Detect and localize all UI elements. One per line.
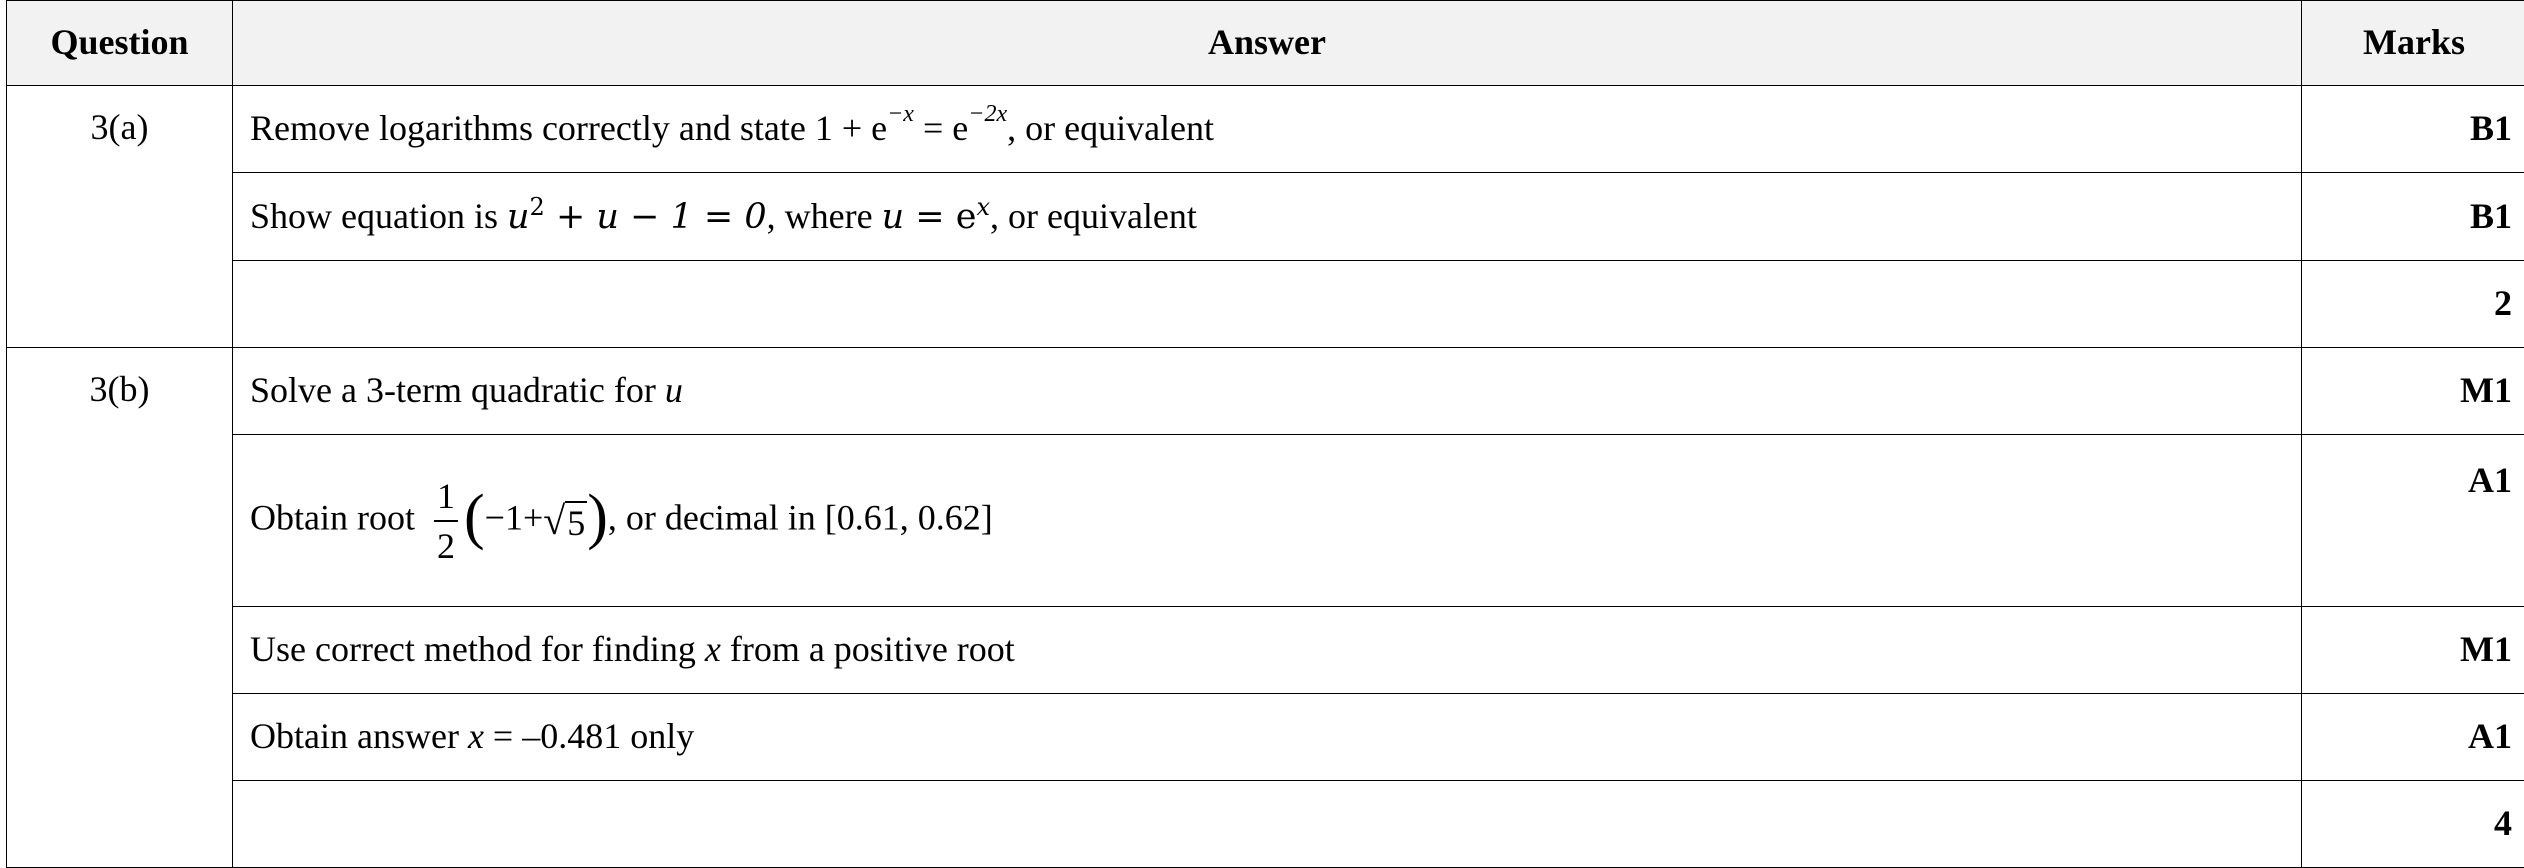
fraction-one-half: $\frac{1}{2}$ bbox=[434, 478, 458, 564]
answer-cell bbox=[233, 607, 2302, 694]
table-row bbox=[7, 261, 2524, 348]
answer-text: = –0.481 only bbox=[484, 716, 694, 756]
mark-cell: M1 bbox=[2302, 348, 2524, 435]
answer-text: Obtain answer bbox=[250, 716, 468, 756]
table-row bbox=[7, 607, 2524, 694]
answer-text: Remove logarithms correctly and state 1 + e bbox=[250, 108, 887, 148]
table-row bbox=[7, 435, 2524, 607]
exponent: x bbox=[976, 193, 990, 221]
table-row bbox=[7, 348, 2524, 435]
math-var: x bbox=[705, 629, 721, 669]
table-row bbox=[7, 781, 2524, 868]
mark-cell: M1 bbox=[2302, 607, 2524, 694]
math-expr: + u − 1 = 0 bbox=[545, 197, 767, 237]
answer-cell bbox=[233, 348, 2302, 435]
paren-right: ) bbox=[587, 483, 608, 551]
answer-text: , or equivalent bbox=[1007, 108, 1214, 148]
exponent: −2x bbox=[968, 101, 1007, 127]
table-row bbox=[7, 86, 2524, 173]
math-var: x bbox=[468, 716, 484, 756]
mark-cell: A1 bbox=[2302, 435, 2524, 607]
answer-text: Obtain root bbox=[250, 497, 424, 537]
mark-cell: B1 bbox=[2302, 173, 2524, 261]
exponent: −x bbox=[887, 101, 914, 127]
math-var: u bbox=[665, 370, 683, 410]
header-marks: Marks bbox=[2302, 1, 2524, 86]
paren-left: ( bbox=[464, 483, 485, 551]
exponent: 2 bbox=[530, 193, 545, 221]
mark-cell: B1 bbox=[2302, 86, 2524, 173]
math-var: u bbox=[507, 197, 530, 237]
total-mark-cell: 4 bbox=[2302, 781, 2524, 868]
answer-cell bbox=[233, 173, 2302, 261]
answer-cell-empty bbox=[233, 261, 2302, 348]
answer-text: Solve a 3-term quadratic for bbox=[250, 370, 665, 410]
total-mark-cell: 2 bbox=[2302, 261, 2524, 348]
mark-scheme-table bbox=[6, 0, 2524, 868]
table-row bbox=[7, 694, 2524, 781]
header-question: Question bbox=[7, 1, 233, 86]
math-expr: −1+ bbox=[485, 497, 544, 537]
answer-cell bbox=[233, 435, 2302, 607]
answer-text: , where bbox=[767, 196, 882, 236]
math-var: u bbox=[882, 197, 905, 237]
radical-sign: √ bbox=[543, 498, 565, 543]
square-root bbox=[543, 499, 587, 543]
answer-text: Use correct method for finding bbox=[250, 629, 705, 669]
header-row bbox=[7, 1, 2524, 86]
answer-text: Show equation is bbox=[250, 196, 507, 236]
question-label-3a: 3(a) bbox=[7, 86, 233, 348]
math-expr: = e bbox=[904, 197, 976, 237]
answer-text: = e bbox=[914, 108, 968, 148]
header-answer: Answer bbox=[233, 1, 2302, 86]
answer-cell bbox=[233, 694, 2302, 781]
answer-text: , or equivalent bbox=[990, 196, 1197, 236]
answer-cell bbox=[233, 86, 2302, 173]
question-label-3b: 3(b) bbox=[7, 348, 233, 868]
radicand: 5 bbox=[565, 501, 587, 543]
mark-cell: A1 bbox=[2302, 694, 2524, 781]
answer-text: , or decimal in [0.61, 0.62] bbox=[608, 497, 993, 537]
answer-cell-empty bbox=[233, 781, 2302, 868]
table-row bbox=[7, 173, 2524, 261]
answer-text: from a positive root bbox=[721, 629, 1015, 669]
